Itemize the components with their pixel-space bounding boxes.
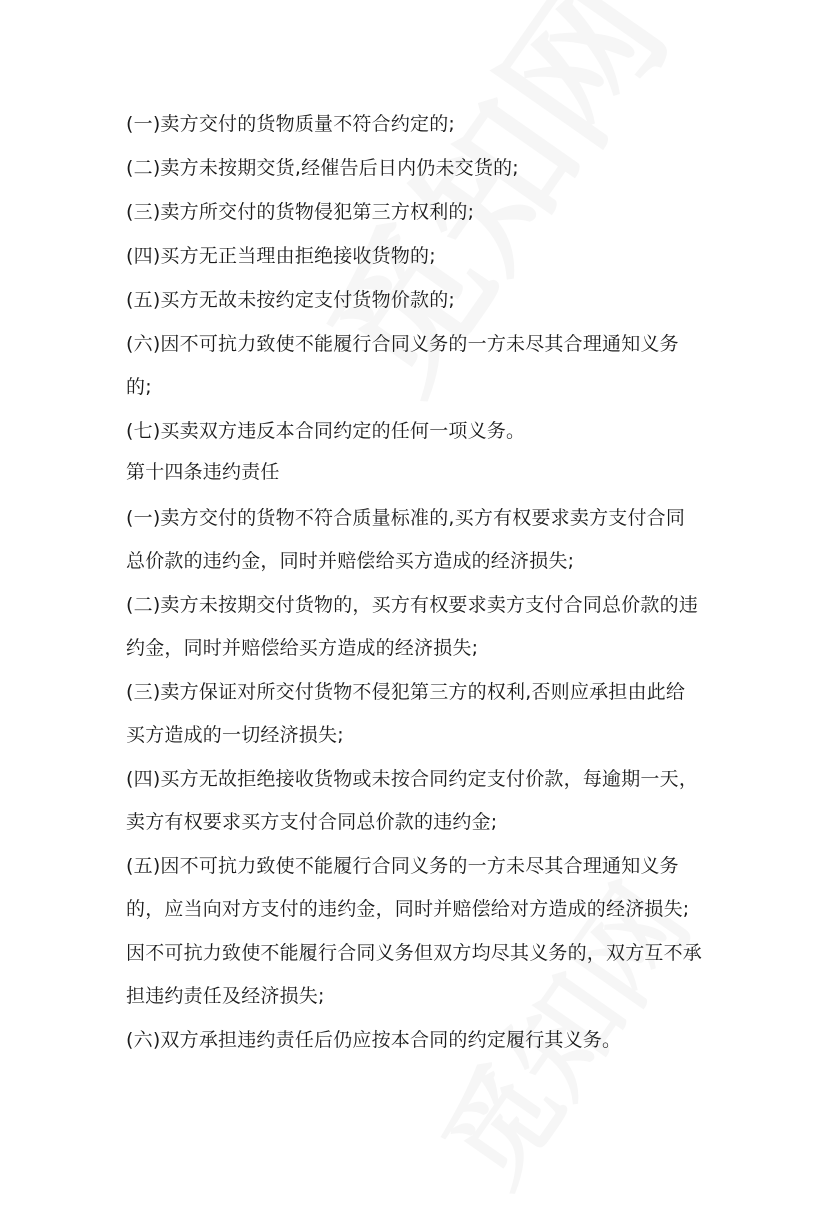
- clause-line: (五)买方无故未按约定支付货物价款的;: [126, 289, 456, 311]
- clause-line: 的，应当向对方支付的违约金，同时并赔偿给对方造成的经济损失;: [126, 898, 690, 920]
- clause-line: 约金，同时并赔偿给买方造成的经济损失;: [126, 637, 479, 659]
- clause-line: (六)因不可抗力致使不能履行合同义务的一方未尽其合理通知义务: [126, 333, 679, 355]
- clause-line: (七)买卖双方违反本合同约定的任何一项义务。: [126, 420, 526, 442]
- clause-line: (四)买方无故拒绝接收货物或未按合同约定支付价款，每逾期一天，: [126, 768, 699, 790]
- clause-line: (五)因不可抗力致使不能履行合同义务的一方未尽其合理通知义务: [126, 855, 679, 877]
- clause-line: (四)买方无正当理由拒绝接收货物的;: [126, 245, 436, 267]
- clause-line: 的;: [126, 376, 152, 398]
- clause-line: (二)卖方未按期交付货物的，买方有权要求卖方支付合同总价款的违: [126, 594, 699, 616]
- clause-line: 总价款的违约金，同时并赔偿给买方造成的经济损失;: [126, 550, 575, 572]
- clause-line: 因不可抗力致使不能履行合同义务但双方均尽其义务的，双方互不承: [126, 942, 703, 964]
- clause-line: 买方造成的一切经济损失;: [126, 724, 344, 746]
- clause-line: (六)双方承担违约责任后仍应按本合同的约定履行其义务。: [126, 1029, 622, 1051]
- clause-line: (三)卖方所交付的货物侵犯第三方权利的;: [126, 201, 475, 223]
- section-heading: 第十四条违约责任: [126, 461, 280, 483]
- clause-line: 卖方有权要求买方支付合同总价款的违约金;: [126, 811, 498, 833]
- clause-line: 担违约责任及经济损失;: [126, 985, 325, 1007]
- clause-line: (一)卖方交付的货物不符合质量标准的,买方有权要求卖方支付合同: [126, 507, 686, 529]
- clause-line: (二)卖方未按期交货,经催告后日内仍未交货的;: [126, 157, 519, 179]
- clause-line: (三)卖方保证对所交付货物不侵犯第三方的权利,否则应承担由此给: [126, 681, 686, 703]
- clause-line: (一)卖方交付的货物质量不符合约定的;: [126, 113, 456, 135]
